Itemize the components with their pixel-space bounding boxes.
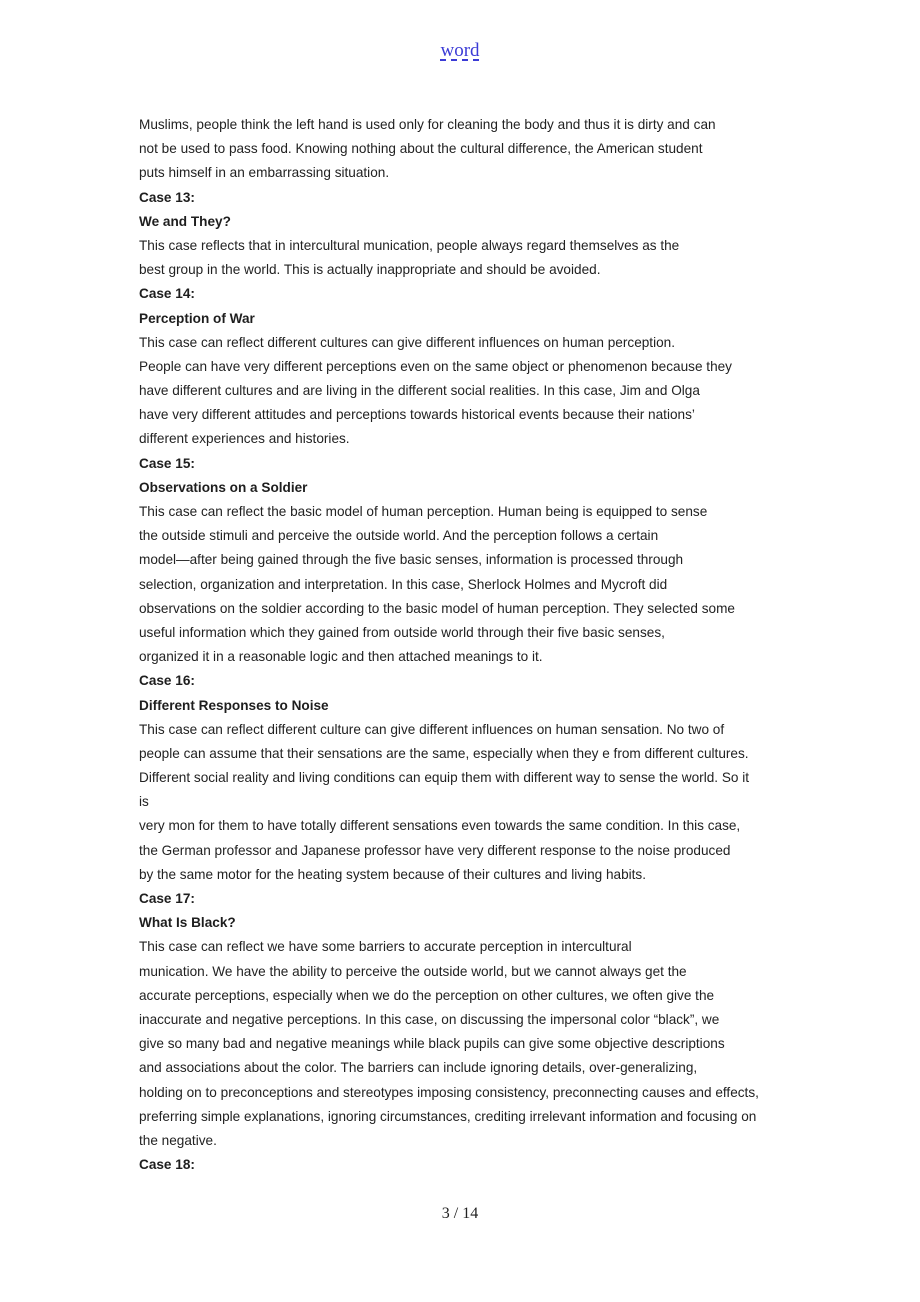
header-word-link[interactable]: word [440,40,480,61]
text-line: observations on the soldier according to the basic model of human perception. They selected some [139,600,735,616]
text-line: selection, organization and interpretation. In this case, Sherlock Holmes and Mycroft did [139,576,668,592]
text-line: different experiences and histories. [139,431,350,447]
section-heading: We and They? [139,213,231,229]
text-line: This case can reflect different cultures can give different influences on human perception. [139,334,676,350]
text-line: This case can reflect we have some barriers to accurate perception in intercultural [139,939,632,955]
text-line: the German professor and Japanese professor have very different response to the noise produced [139,842,731,858]
page-number: 3 / 14 [441,1205,479,1222]
text-line: is [139,794,149,810]
section-heading: Observations on a Soldier [139,479,308,495]
text-line: useful information which they gained from outside world through their five basic senses, [139,624,665,640]
section-heading: Case 15: [139,455,195,471]
text-line: holding on to preconceptions and stereotypes imposing consistency, preconnecting causes and effects, [139,1084,759,1100]
text-line: by the same motor for the heating system because of their cultures and living habits. [139,866,647,882]
text-line: the outside stimuli and perceive the outside world. And the perception follows a certain [139,528,659,544]
text-line: organized it in a reasonable logic and then attached meanings to it. [139,649,543,665]
text-line: preferring simple explanations, ignoring circumstances, crediting irrelevant information and focusing on [139,1108,757,1124]
text-line: and associations about the color. The barriers can include ignoring details, over-generalizing, [139,1060,698,1076]
section-heading: Case 17: [139,891,195,906]
text-line: have different cultures and are living in the different social realities. In this case, Jim and Olga [139,383,700,399]
text-line: inaccurate and negative perceptions. In this case, on discussing the impersonal color “black”, we [139,1011,720,1027]
document-body [139,113,799,1177]
section-heading: Case 13: [139,189,195,205]
text-line: very mon for them to have totally different sensations even towards the same condition. In this case, [139,818,741,834]
text-line: accurate perceptions, especially when we do the perception on other cultures, we often give the [139,987,715,1003]
text-line: people can assume that their sensations are the same, especially when they e from different cultures. [139,745,749,761]
text-line: munication. We have the ability to perceive the outside world, but we cannot always get the [139,963,687,979]
section-heading: Different Responses to Noise [139,697,329,713]
text-line: puts himself in an embarrassing situation. [139,165,390,181]
text-line: This case reflects that in intercultural munication, people always regard themselves as the [139,237,680,253]
text-line: model—after being gained through the five basic senses, information is processed through [139,552,684,568]
text-line: have very different attitudes and perceptions towards historical events because their nations’ [139,407,695,423]
text-line: the negative. [139,1132,217,1148]
text-line: not be used to pass food. Knowing nothing about the cultural difference, the American student [139,141,703,157]
section-heading: Case 16: [139,673,195,689]
text-line: This case can reflect different culture can give different influences on human sensation. No two of [139,721,725,737]
text-line: give so many bad and negative meanings while black pupils can give some objective descriptions [139,1036,725,1052]
section-heading: Perception of War [139,310,255,326]
text-line: Different social reality and living conditions can equip them with different way to sense the world. So it [139,770,750,786]
section-heading: Case 18: [139,1157,195,1173]
text-line: People can have very different perceptions even on the same object or phenomenon because they [139,358,732,374]
text-line: best group in the world. This is actually inappropriate and should be avoided. [139,262,601,278]
section-heading: Case 14: [139,286,195,302]
text-line: This case can reflect the basic model of human perception. Human being is equipped to sense [139,504,708,519]
text-line: Muslims, people think the left hand is used only for cleaning the body and thus it is dirty and can [139,117,716,132]
section-heading: What Is Black? [139,915,236,931]
